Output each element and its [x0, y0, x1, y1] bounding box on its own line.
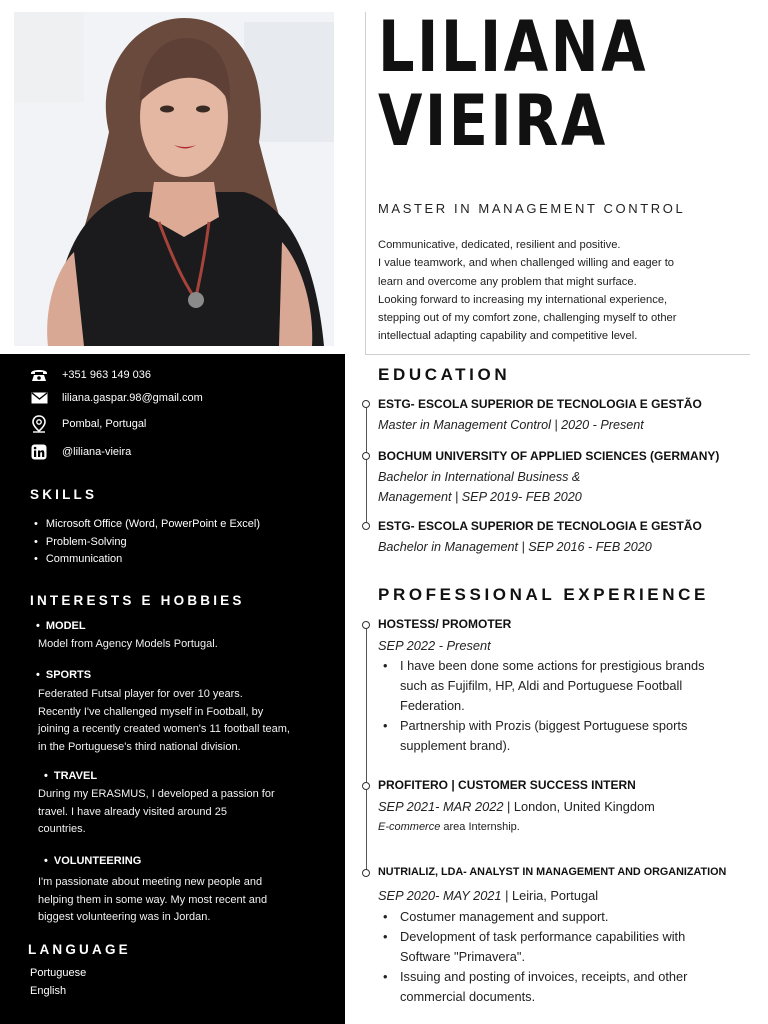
email-address[interactable]: liliana.gaspar.98@gmail.com	[62, 392, 203, 404]
phone-number: +351 963 149 036	[62, 369, 152, 381]
name-line-1: LILIANA	[378, 6, 648, 88]
hobby-line: Recently I've challenged myself in Football, by	[38, 705, 264, 718]
job-period	[378, 799, 655, 814]
hobby-line: travel. I have already visited around 25	[38, 805, 227, 818]
job-period	[378, 638, 491, 653]
education-school: ESTG- ESCOLA SUPERIOR DE TECNOLOGIA E GESTÃO	[378, 397, 702, 411]
education-degree	[378, 467, 582, 507]
summary-line: stepping out of my comfort zone, challenging myself to other	[378, 312, 677, 325]
job-title: NUTRIALIZ, LDA- ANALYST IN MANAGEMENT AND ORGANIZATION	[378, 866, 727, 878]
hobby-description	[38, 686, 290, 756]
bullet-line: • Costumer management and support.	[400, 909, 609, 924]
profile-summary	[378, 236, 748, 346]
bullet-line: • I have been done some actions for prestigious brands	[400, 658, 705, 673]
job-bullet	[383, 656, 704, 716]
sidebar	[0, 354, 345, 1024]
education-heading: EDUCATION	[378, 365, 511, 384]
job-bullet	[383, 927, 687, 967]
full-name	[378, 6, 690, 162]
education-timeline	[366, 405, 367, 528]
contact-phone	[30, 367, 151, 383]
name-line-2: VIEIRA	[378, 80, 608, 162]
bullet-line: such as Fujifilm, HP, Aldi and Portuguese Football	[400, 678, 683, 693]
job-bullet	[383, 716, 704, 756]
timeline-dot	[362, 400, 370, 408]
summary-line: intellectual adapting capability and competitive level.	[378, 330, 638, 343]
hobby-line: countries.	[38, 823, 86, 836]
job-bullet	[383, 907, 687, 927]
education-degree	[378, 537, 652, 557]
hobby-line: helping them in some way. My most recent and	[38, 893, 268, 906]
hobby-title: • MODEL	[36, 620, 86, 632]
job-location: | Leiria, Portugal	[501, 888, 599, 903]
hobby-description	[38, 874, 267, 927]
hobby-description	[38, 636, 218, 654]
degree-line: Bachelor in International Business &	[378, 470, 581, 484]
summary-line: I value teamwork, and when challenged willing and eager to	[378, 257, 675, 270]
skills-heading: SKILLS	[30, 487, 98, 502]
education-degree	[378, 415, 644, 435]
hobby-title: • SPORTS	[36, 669, 91, 681]
hobby-line: joining a recently created women's 11 football team,	[38, 723, 290, 736]
job-note-text: area Internship.	[440, 821, 520, 833]
timeline-dot	[362, 782, 370, 790]
hobby-line: Model from Agency Models Portugal.	[38, 638, 218, 650]
profile-photo	[14, 12, 334, 346]
language-item: Portuguese	[30, 967, 87, 979]
degree-line: Master in Management Control | 2020 - Present	[378, 418, 644, 432]
hobby-title: • TRAVEL	[44, 770, 97, 782]
contact-linkedin[interactable]	[30, 444, 131, 460]
job-note-emphasis: E-commerce	[378, 821, 441, 833]
experience-heading: PROFESSIONAL EXPERIENCE	[378, 585, 709, 604]
job-dates: SEP 2020- MAY 2021	[378, 888, 502, 903]
language-item: English	[30, 985, 67, 997]
bullet-line: Federation.	[400, 698, 465, 713]
hobby-line: I'm passionate about meeting new people and	[38, 876, 263, 888]
bullet-line: commercial documents.	[400, 989, 536, 1004]
degree-line: Management | SEP 2019- FEB 2020	[378, 490, 582, 504]
hobby-line: biggest volunteering was in Jordan.	[38, 911, 211, 924]
contact-email[interactable]	[30, 390, 203, 406]
timeline-dot	[362, 621, 370, 629]
skills-list	[34, 516, 260, 569]
contact-location	[30, 416, 146, 432]
job-title: HOSTESS/ PROMOTER	[378, 617, 512, 631]
hobby-line: in the Portuguese's third national division.	[38, 740, 241, 753]
bullet-line: • Partnership with Prozis (biggest Portuguese sports	[400, 718, 688, 733]
job-title: PROFITERO | CUSTOMER SUCCESS INTERN	[378, 778, 636, 792]
mail-icon	[30, 390, 48, 406]
job-period	[378, 888, 598, 903]
job-note	[378, 821, 520, 833]
linkedin-handle[interactable]: @liliana-vieira	[62, 446, 132, 458]
skill-item: • Communication	[34, 551, 260, 569]
job-dates: SEP 2021- MAR 2022	[378, 799, 504, 814]
summary-line: Communicative, dedicated, resilient and positive.	[378, 239, 621, 251]
job-bullets	[383, 907, 687, 1007]
location-text: Pombal, Portugal	[62, 418, 147, 430]
timeline-dot	[362, 452, 370, 460]
bullet-line: supplement brand).	[400, 738, 511, 753]
education-school: ESTG- ESCOLA SUPERIOR DE TECNOLOGIA E GESTÃO	[378, 519, 702, 533]
hobby-title: • VOLUNTEERING	[44, 855, 141, 867]
bullet-line: • Issuing and posting of invoices, receipts, and other	[400, 969, 688, 984]
phone-icon	[30, 367, 48, 383]
timeline-dot	[362, 869, 370, 877]
experience-timeline	[366, 626, 367, 874]
header-divider-vertical	[365, 12, 366, 354]
hobby-line: During my ERASMUS, I developed a passion for	[38, 788, 275, 800]
bullet-line: • Development of task performance capabilities with	[400, 929, 686, 944]
bullet-line: Software "Primavera".	[400, 949, 526, 964]
header-divider-horizontal	[365, 354, 750, 355]
summary-line: Looking forward to increasing my international experience,	[378, 293, 668, 306]
job-bullet	[383, 967, 687, 1007]
skill-item: • Problem-Solving	[34, 534, 260, 552]
hobby-description	[38, 786, 275, 839]
linkedin-icon	[30, 444, 48, 460]
hobby-line: Federated Futsal player for over 10 years.	[38, 688, 243, 700]
degree-line: Bachelor in Management | SEP 2016 - FEB 2020	[378, 540, 652, 554]
job-dates: SEP 2022 - Present	[378, 638, 491, 653]
interests-heading: INTERESTS E HOBBIES	[30, 593, 245, 608]
skill-item: • Microsoft Office (Word, PowerPoint e Excel)	[34, 516, 260, 534]
location-pin-icon	[30, 416, 48, 432]
job-bullets	[383, 656, 704, 756]
timeline-dot	[362, 522, 370, 530]
summary-line: learn and overcome any problem that might surface.	[378, 275, 637, 288]
education-school: BOCHUM UNIVERSITY OF APPLIED SCIENCES (GERMANY)	[378, 449, 720, 463]
job-location: | London, United Kingdom	[503, 799, 655, 814]
language-heading: LANGUAGE	[28, 942, 131, 957]
job-title: MASTER IN MANAGEMENT CONTROL	[378, 201, 686, 216]
